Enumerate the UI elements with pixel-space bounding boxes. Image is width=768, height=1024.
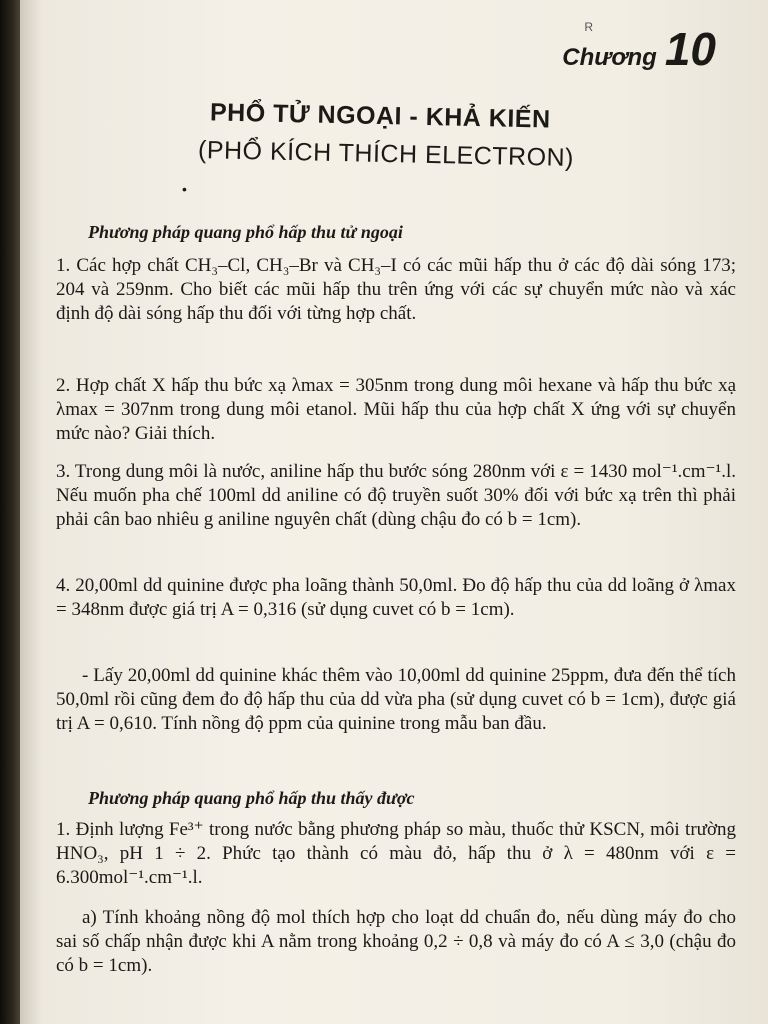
corner-mark: R	[584, 20, 593, 34]
exercise-uv-2: 2. Hợp chất X hấp thu bức xạ λmax = 305nm trong dung môi hexane và hấp thu bức xạ λmax = 307nm trong dung môi etanol. Mũi hấp thu của hợp chất X ứng với sự chuyển mức nào? Giải thích.	[56, 375, 736, 444]
exercise-vis-1: 1. Định lượng Fe³⁺ trong nước bằng phương pháp so màu, thuốc thử KSCN, môi trường HNO₃, pH 1 ÷ 2. Phức tạo thành có màu đỏ, hấp thu ở λ = 480nm với ε = 6.300mol⁻¹.cm⁻¹.l.	[56, 819, 736, 888]
section-heading-uv: Phương pháp quang phổ hấp thu tử ngoại	[88, 222, 403, 242]
exercise-vis-1a: a) Tính khoảng nồng độ mol thích hợp cho loạt dd chuẩn đo, nếu dùng máy đo cho sai số chấp nhận được khi A nằm trong khoảng 0,2 ÷ 0,8 và máy đo có A ≤ 3,0 (chậu đo có b = 1cm).	[56, 907, 736, 976]
page-subtitle: (PHỔ KÍCH THÍCH ELECTRON)	[197, 136, 575, 172]
section-heading-visible: Phương pháp quang phổ hấp thu thấy được	[88, 788, 415, 808]
chapter-label	[562, 23, 716, 75]
chapter-word: Chương	[562, 44, 657, 71]
book-binding	[0, 0, 20, 1024]
exercise-uv-4-continued: - Lấy 20,00ml dd quinine khác thêm vào 10,00ml dd quinine 25ppm, đưa đến thể tích 50,0ml rồi cũng đem đo độ hấp thu của dd vừa pha (sử dụng cuvet có b = 1cm), được giá trị A = 0,610. Tính nồng độ ppm của quinine trong mẫu ban đầu.	[56, 665, 736, 734]
page-title: PHỔ TỬ NGOẠI - KHẢ KIẾN	[209, 98, 551, 134]
chapter-number: 10	[664, 23, 716, 75]
exercise-uv-1: 1. Các hợp chất CH₃–Cl, CH₃–Br và CH₃–I có các mũi hấp thu ở các độ dài sóng 173; 204 và 259nm. Cho biết các mũi hấp thu trên ứng với các sự chuyển mức nào và xác định độ dài sóng hấp thu đối với từng hợp chất.	[56, 255, 736, 324]
bullet-dot: •	[182, 181, 187, 197]
book-page	[20, 0, 768, 1024]
exercise-uv-3: 3. Trong dung môi là nước, aniline hấp thu bước sóng 280nm với ε = 1430 mol⁻¹.cm⁻¹.l. Nếu muốn pha chế 100ml dd aniline có độ truyền suốt 30% đối với bức xạ trên thì phải phải cân bao nhiêu g aniline nguyên chất (dùng chậu đo có b = 1cm).	[56, 461, 736, 530]
exercise-uv-4: 4. 20,00ml dd quinine được pha loãng thành 50,0ml. Đo độ hấp thu của dd loãng ở λmax = 348nm được giá trị A = 0,316 (sử dụng cuvet có b = 1cm).	[56, 575, 736, 620]
